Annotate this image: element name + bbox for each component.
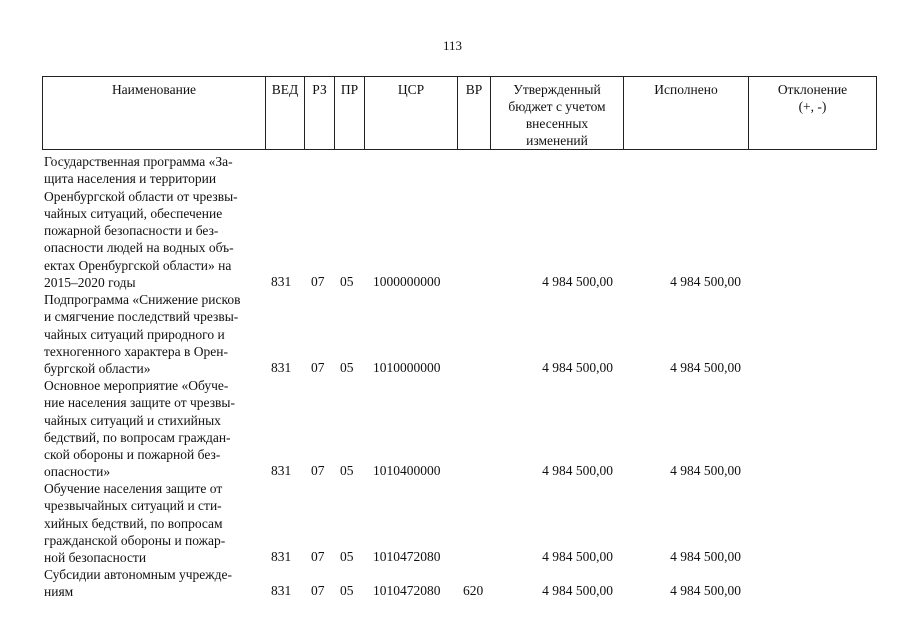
row-ved: 831 bbox=[271, 583, 292, 598]
row-rz: 07 bbox=[311, 463, 325, 478]
row-ved: 831 bbox=[271, 549, 292, 564]
row-csr: 1000000000 bbox=[373, 274, 441, 289]
row-csr: 1010400000 bbox=[373, 463, 441, 478]
row-pr: 05 bbox=[340, 463, 354, 478]
row-pr: 05 bbox=[340, 583, 354, 598]
row-name: Государственная программа «За- щита населения и территории Оренбургской области от чрезвы- чайных ситуаций, обеспечение пожарной безопасности и без- опасности людей на водных объ- ектах Оренбургской области» на 2015–2020 годы bbox=[44, 154, 238, 291]
row-rz: 07 bbox=[311, 583, 325, 598]
row-ved: 831 bbox=[271, 274, 292, 289]
header-ved: ВЕД bbox=[265, 77, 304, 149]
row-csr: 1010472080 bbox=[373, 583, 441, 598]
header-vr: ВР bbox=[457, 77, 490, 149]
row-name: Обучение населения защите от чрезвычайных ситуаций и сти- хийных бедствий, по вопросам гражданской обороны и пожар- ной безопасности bbox=[44, 481, 226, 566]
row-csr: 1010000000 bbox=[373, 360, 441, 375]
header-pr: ПР bbox=[334, 77, 364, 149]
row-executed: 4 984 500,00 bbox=[670, 549, 741, 564]
header-budget: Утвержденный бюджет с учетом внесенных изменений bbox=[490, 77, 623, 149]
header-name: Наименование bbox=[111, 82, 197, 97]
row-rz: 07 bbox=[311, 549, 325, 564]
row-budget: 4 984 500,00 bbox=[542, 360, 613, 375]
table-header bbox=[42, 76, 877, 150]
header-deviation: Отклонение (+, -) bbox=[748, 77, 876, 149]
row-pr: 05 bbox=[340, 360, 354, 375]
row-budget: 4 984 500,00 bbox=[542, 463, 613, 478]
row-rz: 07 bbox=[311, 274, 325, 289]
row-name: Субсидии автономным учрежде- ниям bbox=[44, 567, 232, 600]
row-pr: 05 bbox=[340, 549, 354, 564]
header-rz: РЗ bbox=[304, 77, 334, 149]
row-executed: 4 984 500,00 bbox=[670, 360, 741, 375]
row-executed: 4 984 500,00 bbox=[670, 583, 741, 598]
row-budget: 4 984 500,00 bbox=[542, 274, 613, 289]
header-csr: ЦСР bbox=[364, 77, 457, 149]
header-executed: Исполнено bbox=[623, 77, 748, 149]
row-name: Основное мероприятие «Обуче- ние населения защите от чрезвы- чайных ситуаций и стихийных бедствий, по вопросам граждан- ской обороны и пожарной без- опасности» bbox=[44, 378, 235, 480]
row-name: Подпрограмма «Снижение рисков и смягчение последствий чрезвы- чайных ситуаций природного и техногенного характера в Орен- бургской области» bbox=[44, 292, 241, 377]
row-executed: 4 984 500,00 bbox=[670, 463, 741, 478]
row-rz: 07 bbox=[311, 360, 325, 375]
page-number: 113 bbox=[442, 38, 463, 53]
row-budget: 4 984 500,00 bbox=[542, 549, 613, 564]
row-ved: 831 bbox=[271, 463, 292, 478]
row-pr: 05 bbox=[340, 274, 354, 289]
row-executed: 4 984 500,00 bbox=[670, 274, 741, 289]
row-vr: 620 bbox=[463, 583, 484, 598]
row-budget: 4 984 500,00 bbox=[542, 583, 613, 598]
row-ved: 831 bbox=[271, 360, 292, 375]
row-csr: 1010472080 bbox=[373, 549, 441, 564]
